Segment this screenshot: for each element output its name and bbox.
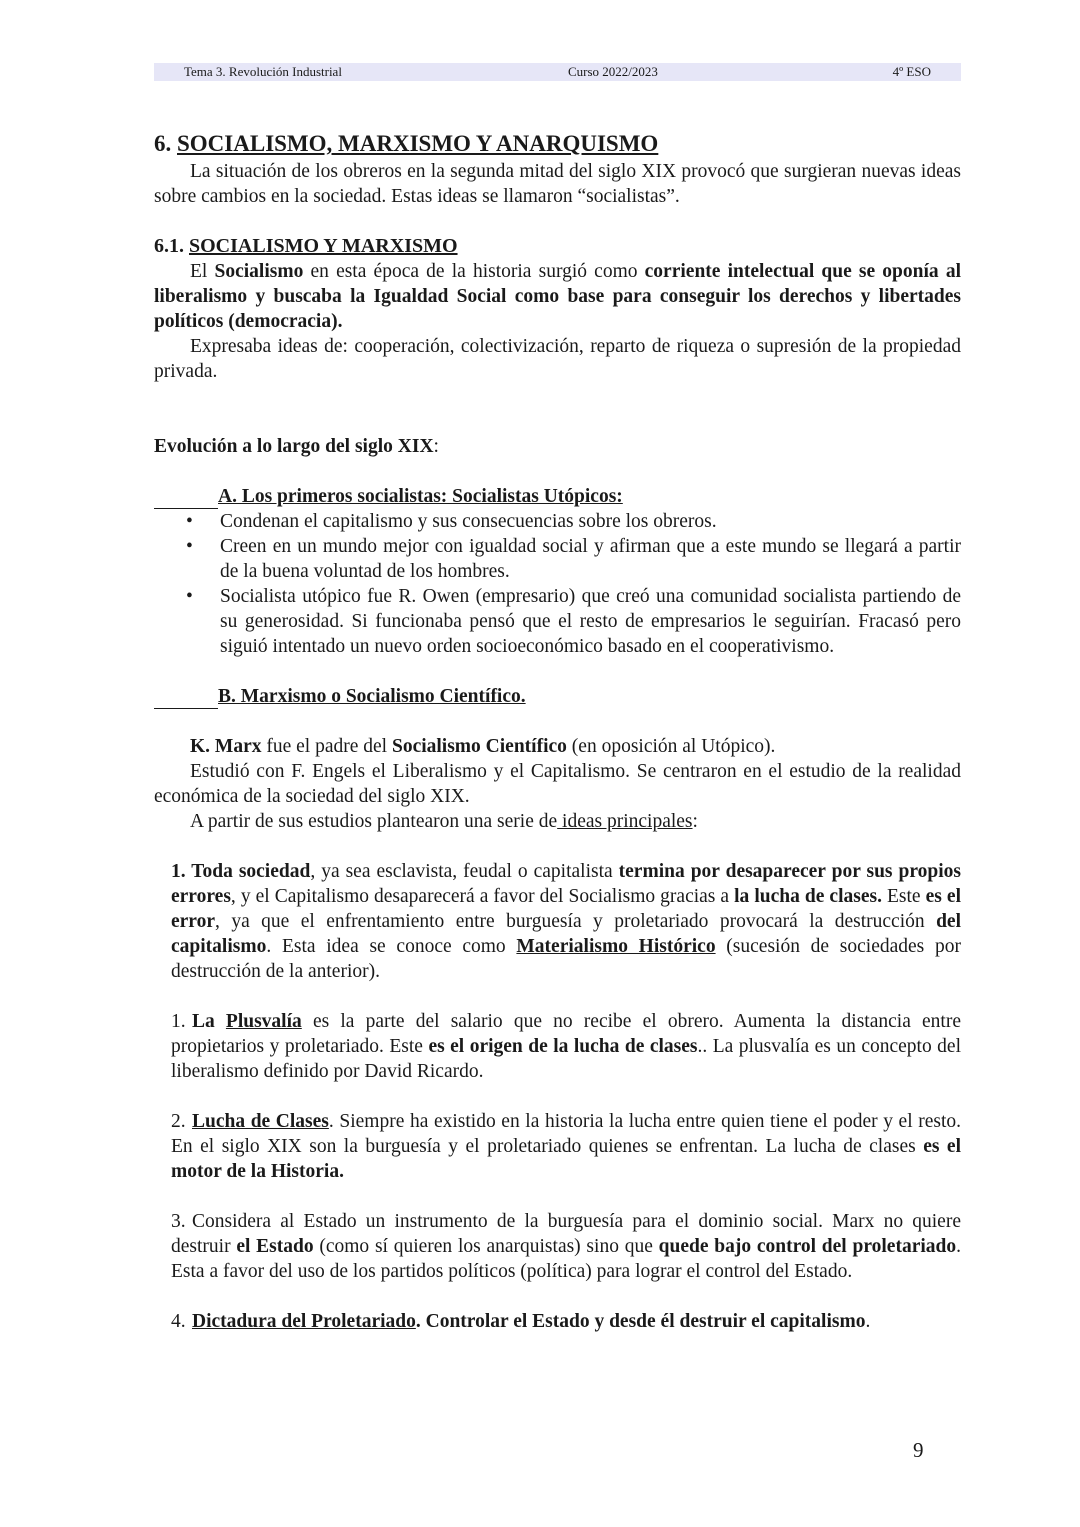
list-item: [186, 509, 961, 534]
page-number: 9: [913, 1438, 924, 1462]
section-intro: La situación de los obreros en la segunda mitad del siglo XIX provocó que surgieran nuevas ideas sobre cambios en la sociedad. Estas ideas se llamaron “socialistas”.: [154, 161, 961, 207]
text-run-bold-underline: Plusvalía: [225, 1011, 302, 1032]
text-run-bold: K. Marx: [190, 736, 262, 757]
subsection-title: SOCIALISMO Y MARXISMO: [189, 235, 458, 257]
text-run-bold: quede bajo control del proletariado: [658, 1236, 957, 1257]
marx-intro: [154, 734, 961, 759]
text-run: . Esta a favor del uso de los partidos políticos (política) para lograr el control del Estado.: [171, 1236, 961, 1282]
marx-ideas-lead: [154, 809, 961, 834]
item-number: 1.: [171, 1011, 186, 1032]
text-run: , ya que el enfrentamiento entre burguesía y proletariado provocará la destrucción: [215, 911, 937, 932]
item-number: 2.: [171, 1111, 186, 1132]
bullet-icon: •: [186, 536, 193, 557]
idea-historical-materialism: [171, 859, 961, 984]
text-run: . Esta idea se conoce como: [266, 936, 517, 957]
text-run: . Siempre ha existido en la historia la lucha entre quien tiene el poder y el resto. En el siglo XIX son la burguesía y el proletariado quienes se enfrentan. La lucha de clases: [171, 1111, 962, 1157]
text-run-bold: del capitalismo: [171, 911, 961, 957]
idea-plusvalia: [171, 1009, 961, 1084]
idea-class-struggle: [171, 1109, 961, 1184]
text-run-bold: es el motor de la Historia.: [171, 1136, 961, 1182]
evolution-colon: :: [433, 436, 439, 457]
subsection-number: 6.1.: [154, 235, 184, 257]
section-title: SOCIALISMO, MARXISMO Y ANARQUISMO: [177, 131, 659, 156]
list-item: [186, 584, 961, 659]
text-run: (sucesión de sociedades por destrucción de la anterior).: [171, 936, 961, 982]
part-a-heading: [154, 484, 961, 509]
text-run-bold: 1. Toda sociedad: [171, 861, 311, 882]
text-run-bold-underline: Materialismo Histórico: [516, 936, 716, 957]
list-item-text: Condenan el capitalismo y sus consecuencias sobre los obreros.: [220, 511, 717, 532]
text-run: El: [190, 261, 215, 282]
text-run-bold: termina por desaparecer por sus propios errores: [171, 861, 961, 907]
evolution-label: Evolución a lo largo del siglo XIX: [154, 436, 434, 457]
text-run: en esta época de la historia surgió como: [303, 261, 645, 282]
page-header: [154, 63, 961, 81]
text-run-bold: el Estado: [236, 1236, 314, 1257]
text-run-bold: Socialismo: [214, 261, 304, 282]
text-run: .. La plusvalía es un concepto del liberalismo definido por David Ricardo.: [171, 1036, 961, 1082]
idea-dictatorship: [171, 1309, 961, 1334]
text-run-bold: Socialismo Científico: [391, 736, 567, 757]
text-run-underline: ideas principales: [557, 811, 693, 832]
heading-rule: [154, 489, 218, 509]
text-run: (en oposición al Utópico).: [566, 736, 776, 757]
header-course: Curso 2022/2023: [568, 64, 658, 79]
text-run: Considera al Estado un instrumento de la burguesía para el dominio social. Marx no quiere destruir: [171, 1211, 961, 1257]
marx-study: Estudió con F. Engels el Liberalismo y el Capitalismo. Se centraron en el estudio de la realidad económica de la sociedad del siglo XIX.: [154, 761, 961, 807]
item-number: 4.: [171, 1311, 186, 1332]
part-b-heading: [154, 684, 961, 709]
header-grade: 4º ESO: [892, 64, 931, 79]
text-run-bold: La: [192, 1011, 226, 1032]
evolution-heading: [154, 434, 961, 459]
socialism-ideas: Expresaba ideas de: cooperación, colectivización, reparto de riqueza o supresión de la propiedad privada.: [154, 336, 961, 382]
text-run: (como sí quieren los anarquistas) sino que: [313, 1236, 659, 1257]
text-run-bold-underline: Dictadura del Proletariado: [192, 1311, 416, 1332]
list-item-text: Creen en un mundo mejor con igualdad social y afirman que a este mundo se llegará a partir de la buena voluntad de los hombres.: [220, 536, 961, 582]
part-a-title: A. Los primeros socialistas: Socialistas Utópicos:: [218, 486, 623, 507]
part-b-title: B. Marxismo o Socialismo Científico.: [218, 686, 526, 707]
text-run: fue el padre del: [261, 736, 392, 757]
section-heading: [154, 129, 961, 159]
text-run-bold-underline: Lucha de Clases: [192, 1111, 329, 1132]
ideas-list: [171, 859, 961, 1334]
idea-state: [171, 1209, 961, 1284]
heading-rule: [154, 689, 218, 709]
bullet-icon: •: [186, 586, 193, 607]
bullet-icon: •: [186, 511, 193, 532]
text-run: :: [692, 811, 698, 832]
item-number: 3.: [171, 1211, 186, 1232]
socialism-definition: [154, 259, 961, 334]
section-number: 6.: [154, 131, 172, 156]
list-item-text: Socialista utópico fue R. Owen (empresario) que creó una comunidad socialista partiendo de su generosidad. Si funcionaba pensó que el resto de empresarios le seguirían. Fracasó pero siguió intentado un nuevo orden socioeconómico basado en el cooperativismo.: [220, 586, 961, 657]
text-run-bold: la lucha de clases.: [734, 886, 882, 907]
text-run: A partir de sus estudios plantearon una serie de: [190, 811, 558, 832]
document-body: [154, 129, 961, 1334]
text-run: es la parte del salario que no recibe el obrero. Aumenta la distancia entre propietarios y proletariado. Este: [171, 1011, 961, 1057]
text-run: , ya sea esclavista, feudal o capitalista: [310, 861, 619, 882]
text-run: Este: [881, 886, 926, 907]
text-run-bold: es el origen de la lucha de clases: [428, 1036, 698, 1057]
header-topic: Tema 3. Revolución Industrial: [184, 64, 342, 79]
text-run-bold: corriente intelectual que se oponía al liberalismo y buscaba la Igualdad Social como base para conseguir los derechos y libertades políticos (democracia).: [154, 261, 961, 332]
text-run: .: [865, 1311, 871, 1332]
list-item: [186, 534, 961, 584]
subsection-heading: [154, 234, 961, 259]
text-run-bold: es el error: [171, 886, 961, 932]
text-run: , y el Capitalismo desaparecerá a favor del Socialismo gracias a: [230, 886, 735, 907]
text-run-bold: . Controlar el Estado y desde él destruir el capitalismo: [415, 1311, 866, 1332]
utopian-list: [154, 509, 961, 659]
